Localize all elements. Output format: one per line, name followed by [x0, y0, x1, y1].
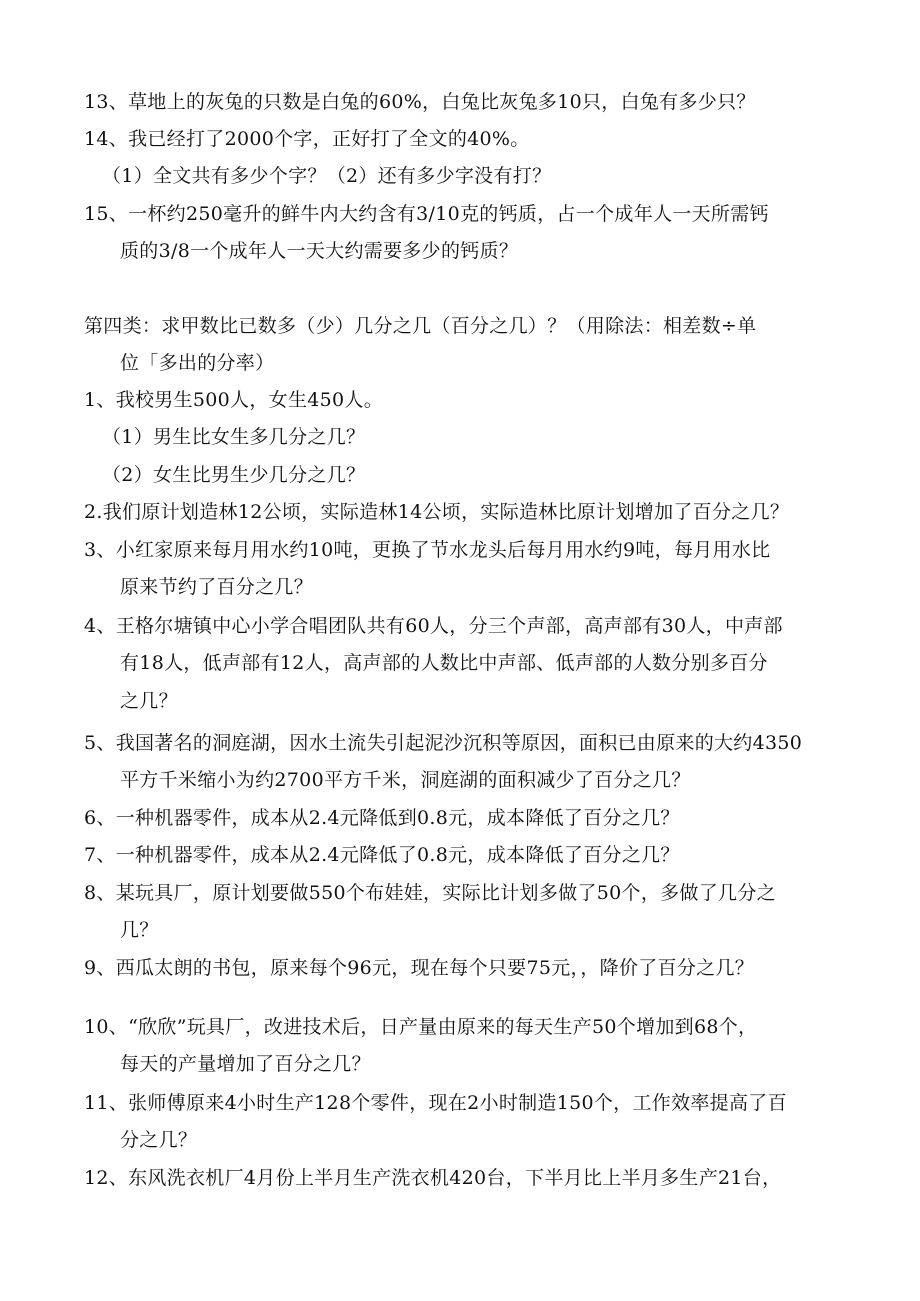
question-6: 6、一种机器零件，成本从2.4元降低到0.8元，成本降低了百分之几？: [84, 807, 680, 829]
question-13: 13、草地上的灰兔的只数是白兔的60%，白兔比灰兔多10只，白兔有多少只？: [84, 91, 756, 113]
question-4-line-1: 4、王格尔塘镇中心小学合唱团队共有60人，分三个声部，高声部有30人，中声部: [84, 615, 783, 637]
question-10-line-1: 10、“欣欣”玩具厂，改进技术后，日产量由原来的每天生产50个增加到68个，: [84, 1016, 758, 1038]
question-8-line-1: 8、某玩具厂，原计划要做550个布娃娃，实际比计划多做了50个，多做了几分之: [84, 882, 776, 904]
question-1: 1、我校男生500人，女生450人。: [84, 389, 384, 411]
question-1-part-2: （2）女生比男生少几分之几？: [102, 464, 366, 486]
question-14: 14、我已经打了2000个字，正好打了全文的40%。: [84, 128, 530, 150]
question-2: 2.我们原计划造林12公顷，实际造林14公顷，实际造林比原计划增加了百分之几？: [84, 501, 790, 523]
question-7: 7、一种机器零件，成本从2.4元降低了0.8元，成本降低了百分之几？: [84, 844, 680, 866]
question-1-part-1: （1）男生比女生多几分之几？: [102, 426, 366, 448]
question-8-line-2: 几？: [120, 919, 159, 941]
question-9: 9、西瓜太朗的书包，原来每个96元，现在每个只要75元，，降价了百分之几？: [84, 957, 755, 979]
question-5-line-1: 5、我国著名的洞庭湖，因水土流失引起泥沙沉积等原因，面积已由原来的大约4350: [84, 732, 803, 754]
question-14-parts: （1）全文共有多少个字？（2）还有多少字没有打？: [102, 165, 552, 187]
question-12-line-1: 12、东风洗衣机厂4月份上半月生产洗衣机420台，下半月比上半月多生产21台，: [84, 1167, 782, 1189]
section-heading-line-2: 位「多出的分率）: [120, 352, 275, 374]
question-3-line-2: 原来节约了百分之几？: [120, 576, 314, 598]
question-4-line-3: 之几？: [120, 690, 178, 712]
question-11-line-2: 分之几？: [120, 1129, 198, 1151]
section-heading-line-1: 第四类：求甲数比已数多（少）几分之几（百分之几）？（用除法：相差数÷单: [84, 315, 757, 337]
question-15-line-1: 15、一杯约250毫升的鲜牛内大约含有3/10克的钙质，占一个成年人一天所需钙: [84, 203, 769, 225]
question-15-line-2: 质的3/8一个成年人一天大约需要多少的钙质？: [120, 240, 519, 262]
question-10-line-2: 每天的产量增加了百分之几？: [120, 1053, 371, 1075]
question-4-line-2: 有18人，低声部有12人，高声部的人数比中声部、低声部的人数分别多百分: [120, 652, 768, 674]
question-11-line-1: 11、张师傅原来4小时生产128个零件，现在2小时制造150个，工作效率提高了百: [84, 1092, 787, 1114]
question-3-line-1: 3、小红家原来每月用水约10吨，更换了节水龙头后每月用水约9吨，每月用水比: [84, 539, 771, 561]
question-5-line-2: 平方千米缩小为约2700平方千米，洞庭湖的面积减少了百分之几？: [120, 769, 691, 791]
